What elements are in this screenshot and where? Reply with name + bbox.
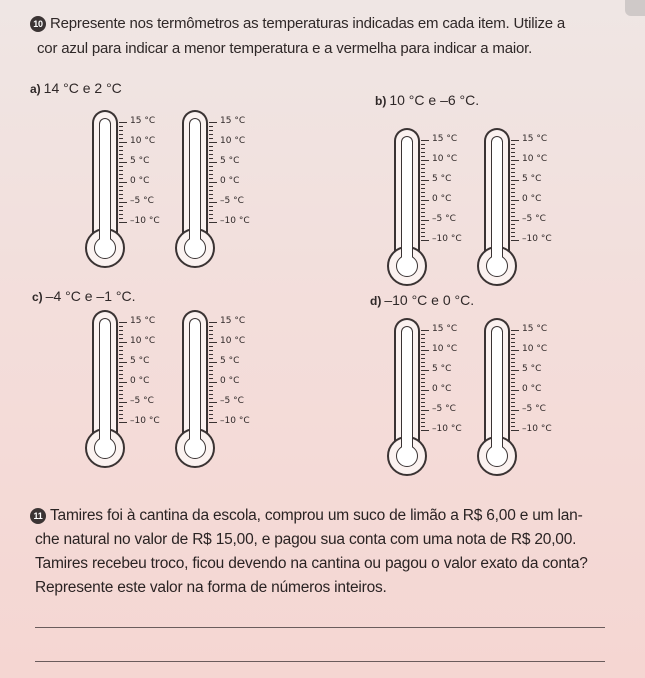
major-tick — [421, 200, 429, 201]
minor-tick — [511, 394, 515, 395]
major-tick — [421, 240, 429, 241]
minor-tick — [209, 178, 213, 179]
minor-tick — [511, 148, 515, 149]
minor-tick — [209, 194, 213, 195]
thermometer-joint — [100, 432, 110, 442]
question-10-line-1: 10 Represente nos termômetros as temperaturas indicadas em cada item. Utilize a — [30, 15, 565, 32]
major-tick — [511, 140, 519, 141]
minor-tick — [209, 346, 213, 347]
major-tick — [511, 180, 519, 181]
answer-line-2[interactable] — [35, 661, 605, 662]
major-tick — [119, 202, 127, 203]
minor-tick — [421, 398, 425, 399]
minor-tick — [511, 212, 515, 213]
question-11-line-3: Tamires recebeu troco, ficou devendo na cantina ou pagou o valor exato da conta? — [35, 555, 588, 572]
major-tick — [209, 202, 217, 203]
scale-label: –5 °C — [522, 404, 546, 414]
minor-tick — [209, 146, 213, 147]
scale-label: 10 °C — [432, 344, 458, 354]
minor-tick — [421, 362, 425, 363]
scale-label: –10 °C — [220, 216, 250, 226]
minor-tick — [421, 156, 425, 157]
scale-label: 5 °C — [522, 174, 542, 184]
major-tick — [209, 342, 217, 343]
scale-label: 10 °C — [130, 336, 156, 346]
minor-tick — [511, 358, 515, 359]
thermometer-joint — [492, 250, 502, 260]
major-tick — [209, 382, 217, 383]
minor-tick — [421, 188, 425, 189]
minor-tick — [511, 152, 515, 153]
scale-label: 15 °C — [432, 324, 458, 334]
major-tick — [119, 362, 127, 363]
thermometer-capillary — [99, 118, 111, 243]
major-tick — [421, 140, 429, 141]
scale-label: 10 °C — [220, 136, 246, 146]
minor-tick — [209, 418, 213, 419]
minor-tick — [421, 354, 425, 355]
major-tick — [209, 182, 217, 183]
item-c-label: c) –4 °C e –1 °C. — [32, 288, 136, 304]
scale-label: 10 °C — [522, 344, 548, 354]
thermometer-capillary — [189, 318, 201, 443]
minor-tick — [511, 204, 515, 205]
minor-tick — [209, 138, 213, 139]
thermometer-capillary — [401, 136, 413, 261]
minor-tick — [511, 224, 515, 225]
question-10-number: 10 — [30, 16, 46, 32]
minor-tick — [119, 390, 123, 391]
question-11-number: 11 — [30, 508, 46, 524]
minor-tick — [119, 206, 123, 207]
thermometer-right[interactable] — [175, 310, 250, 475]
item-d-label: d) –10 °C e 0 °C. — [370, 292, 475, 308]
minor-tick — [511, 342, 515, 343]
minor-tick — [119, 358, 123, 359]
minor-tick — [421, 192, 425, 193]
major-tick — [209, 402, 217, 403]
minor-tick — [119, 166, 123, 167]
thermometer-joint — [100, 232, 110, 242]
major-tick — [511, 430, 519, 431]
major-tick — [119, 382, 127, 383]
minor-tick — [511, 236, 515, 237]
minor-tick — [119, 354, 123, 355]
minor-tick — [209, 366, 213, 367]
minor-tick — [119, 418, 123, 419]
minor-tick — [511, 422, 515, 423]
scale-label: 10 °C — [130, 136, 156, 146]
thermometer-left[interactable] — [387, 128, 462, 293]
minor-tick — [421, 422, 425, 423]
minor-tick — [119, 386, 123, 387]
minor-tick — [421, 148, 425, 149]
minor-tick — [209, 374, 213, 375]
minor-tick — [209, 370, 213, 371]
minor-tick — [511, 196, 515, 197]
minor-tick — [209, 134, 213, 135]
minor-tick — [511, 382, 515, 383]
minor-tick — [209, 130, 213, 131]
minor-tick — [511, 176, 515, 177]
scale-label: 0 °C — [432, 194, 452, 204]
minor-tick — [209, 386, 213, 387]
minor-tick — [209, 206, 213, 207]
scale-label: 15 °C — [130, 116, 156, 126]
minor-tick — [421, 386, 425, 387]
minor-tick — [119, 154, 123, 155]
minor-tick — [421, 346, 425, 347]
minor-tick — [511, 366, 515, 367]
minor-tick — [421, 418, 425, 419]
item-b-label: b) 10 °C e –6 °C. — [375, 92, 480, 108]
thermometer-joint — [492, 440, 502, 450]
minor-tick — [421, 342, 425, 343]
minor-tick — [421, 236, 425, 237]
minor-tick — [511, 156, 515, 157]
minor-tick — [119, 210, 123, 211]
minor-tick — [119, 178, 123, 179]
minor-tick — [119, 134, 123, 135]
minor-tick — [119, 370, 123, 371]
minor-tick — [421, 374, 425, 375]
thermometer-right[interactable] — [477, 128, 552, 293]
major-tick — [119, 422, 127, 423]
minor-tick — [119, 334, 123, 335]
minor-tick — [421, 232, 425, 233]
thermometer-joint — [402, 250, 412, 260]
major-tick — [119, 122, 127, 123]
major-tick — [511, 370, 519, 371]
minor-tick — [209, 390, 213, 391]
minor-tick — [119, 186, 123, 187]
minor-tick — [119, 398, 123, 399]
item-a-label: a) 14 °C e 2 °C — [30, 80, 122, 96]
scale-label: –10 °C — [522, 424, 552, 434]
minor-tick — [421, 426, 425, 427]
major-tick — [511, 410, 519, 411]
major-tick — [421, 370, 429, 371]
minor-tick — [421, 358, 425, 359]
scale-label: –5 °C — [432, 404, 456, 414]
minor-tick — [511, 232, 515, 233]
minor-tick — [119, 126, 123, 127]
minor-tick — [119, 374, 123, 375]
major-tick — [511, 200, 519, 201]
major-tick — [421, 330, 429, 331]
thermometer-capillary — [401, 326, 413, 451]
minor-tick — [119, 150, 123, 151]
thermometer-right[interactable] — [477, 318, 552, 483]
minor-tick — [421, 394, 425, 395]
minor-tick — [421, 208, 425, 209]
minor-tick — [421, 176, 425, 177]
major-tick — [511, 220, 519, 221]
scale-label: 10 °C — [522, 154, 548, 164]
minor-tick — [209, 170, 213, 171]
question-10-line-2: cor azul para indicar a menor temperatura e a vermelha para indicar a maior. — [37, 40, 533, 57]
minor-tick — [209, 166, 213, 167]
major-tick — [209, 142, 217, 143]
minor-tick — [119, 170, 123, 171]
major-tick — [511, 390, 519, 391]
minor-tick — [421, 168, 425, 169]
scale-label: 5 °C — [220, 356, 240, 366]
scale-label: –10 °C — [130, 216, 160, 226]
scale-label: 0 °C — [432, 384, 452, 394]
scale-label: 0 °C — [522, 194, 542, 204]
minor-tick — [421, 406, 425, 407]
minor-tick — [511, 418, 515, 419]
minor-tick — [511, 208, 515, 209]
major-tick — [511, 240, 519, 241]
major-tick — [119, 342, 127, 343]
scale-label: –5 °C — [130, 196, 154, 206]
minor-tick — [119, 410, 123, 411]
scale-label: 15 °C — [220, 116, 246, 126]
minor-tick — [119, 366, 123, 367]
scale-label: 5 °C — [432, 174, 452, 184]
minor-tick — [119, 194, 123, 195]
minor-tick — [511, 144, 515, 145]
major-tick — [421, 350, 429, 351]
minor-tick — [421, 144, 425, 145]
major-tick — [209, 322, 217, 323]
minor-tick — [209, 410, 213, 411]
minor-tick — [209, 378, 213, 379]
major-tick — [421, 430, 429, 431]
minor-tick — [421, 164, 425, 165]
minor-tick — [511, 184, 515, 185]
minor-tick — [421, 334, 425, 335]
thermometer-capillary — [491, 326, 503, 451]
minor-tick — [511, 164, 515, 165]
minor-tick — [119, 218, 123, 219]
scale-label: 10 °C — [432, 154, 458, 164]
minor-tick — [511, 406, 515, 407]
minor-tick — [119, 130, 123, 131]
minor-tick — [119, 146, 123, 147]
minor-tick — [421, 224, 425, 225]
minor-tick — [209, 210, 213, 211]
minor-tick — [209, 198, 213, 199]
scale-label: –5 °C — [130, 396, 154, 406]
scale-label: 0 °C — [130, 176, 150, 186]
major-tick — [119, 142, 127, 143]
minor-tick — [511, 354, 515, 355]
minor-tick — [209, 186, 213, 187]
minor-tick — [209, 398, 213, 399]
major-tick — [421, 180, 429, 181]
scale-label: –5 °C — [220, 196, 244, 206]
minor-tick — [209, 190, 213, 191]
minor-tick — [511, 338, 515, 339]
scale-label: 5 °C — [522, 364, 542, 374]
major-tick — [119, 322, 127, 323]
minor-tick — [209, 358, 213, 359]
minor-tick — [119, 214, 123, 215]
minor-tick — [119, 346, 123, 347]
scale-label: –10 °C — [522, 234, 552, 244]
major-tick — [119, 162, 127, 163]
scale-label: 5 °C — [432, 364, 452, 374]
minor-tick — [209, 158, 213, 159]
scale-label: 10 °C — [220, 336, 246, 346]
minor-tick — [421, 402, 425, 403]
minor-tick — [511, 414, 515, 415]
scale-label: –10 °C — [130, 416, 160, 426]
minor-tick — [119, 406, 123, 407]
thermometer-right[interactable] — [175, 110, 250, 275]
scale-label: 15 °C — [220, 316, 246, 326]
minor-tick — [511, 228, 515, 229]
minor-tick — [511, 362, 515, 363]
scale-label: –5 °C — [220, 396, 244, 406]
major-tick — [511, 330, 519, 331]
minor-tick — [209, 126, 213, 127]
minor-tick — [209, 174, 213, 175]
minor-tick — [119, 350, 123, 351]
minor-tick — [119, 326, 123, 327]
scale-label: 0 °C — [220, 176, 240, 186]
major-tick — [119, 182, 127, 183]
scale-label: –10 °C — [432, 424, 462, 434]
minor-tick — [511, 172, 515, 173]
minor-tick — [209, 338, 213, 339]
scale-label: 5 °C — [130, 356, 150, 366]
thermometer-left[interactable] — [85, 310, 160, 475]
page-corner — [625, 0, 645, 16]
scale-label: 0 °C — [220, 376, 240, 386]
minor-tick — [209, 334, 213, 335]
minor-tick — [119, 414, 123, 415]
minor-tick — [209, 350, 213, 351]
scale-label: 15 °C — [130, 316, 156, 326]
minor-tick — [209, 150, 213, 151]
minor-tick — [511, 188, 515, 189]
minor-tick — [209, 406, 213, 407]
minor-tick — [511, 402, 515, 403]
scale-label: 0 °C — [522, 384, 542, 394]
thermometer-capillary — [491, 136, 503, 261]
minor-tick — [421, 382, 425, 383]
major-tick — [209, 162, 217, 163]
question-11-line-1: 11 Tamires foi à cantina da escola, comprou um suco de limão a R$ 6,00 e um lan- — [30, 507, 583, 525]
minor-tick — [421, 184, 425, 185]
minor-tick — [119, 394, 123, 395]
thermometer-capillary — [189, 118, 201, 243]
scale-label: 5 °C — [220, 156, 240, 166]
major-tick — [421, 390, 429, 391]
minor-tick — [119, 330, 123, 331]
thermometer-joint — [402, 440, 412, 450]
minor-tick — [119, 190, 123, 191]
major-tick — [119, 402, 127, 403]
minor-tick — [511, 346, 515, 347]
minor-tick — [421, 196, 425, 197]
minor-tick — [421, 414, 425, 415]
thermometer-joint — [190, 432, 200, 442]
minor-tick — [511, 216, 515, 217]
minor-tick — [119, 378, 123, 379]
thermometer-left[interactable] — [85, 110, 160, 275]
major-tick — [209, 222, 217, 223]
scale-label: –10 °C — [220, 416, 250, 426]
minor-tick — [421, 228, 425, 229]
minor-tick — [209, 330, 213, 331]
scale-label: 15 °C — [522, 134, 548, 144]
minor-tick — [421, 204, 425, 205]
scale-label: 15 °C — [432, 134, 458, 144]
minor-tick — [209, 214, 213, 215]
minor-tick — [511, 378, 515, 379]
minor-tick — [209, 154, 213, 155]
thermometer-capillary — [99, 318, 111, 443]
question-11-line-4: Represente este valor na forma de números inteiros. — [35, 579, 387, 596]
minor-tick — [421, 338, 425, 339]
minor-tick — [511, 374, 515, 375]
major-tick — [511, 160, 519, 161]
major-tick — [209, 422, 217, 423]
minor-tick — [421, 216, 425, 217]
scale-label: 0 °C — [130, 376, 150, 386]
scale-label: –10 °C — [432, 234, 462, 244]
scale-label: –5 °C — [522, 214, 546, 224]
minor-tick — [421, 212, 425, 213]
minor-tick — [511, 192, 515, 193]
scale-label: –5 °C — [432, 214, 456, 224]
minor-tick — [421, 378, 425, 379]
major-tick — [511, 350, 519, 351]
minor-tick — [421, 366, 425, 367]
minor-tick — [209, 354, 213, 355]
minor-tick — [421, 152, 425, 153]
minor-tick — [511, 334, 515, 335]
minor-tick — [119, 158, 123, 159]
scale-label: 5 °C — [130, 156, 150, 166]
thermometer-left[interactable] — [387, 318, 462, 483]
major-tick — [119, 222, 127, 223]
major-tick — [421, 160, 429, 161]
minor-tick — [209, 218, 213, 219]
minor-tick — [119, 198, 123, 199]
major-tick — [209, 362, 217, 363]
major-tick — [421, 410, 429, 411]
scale-label: 15 °C — [522, 324, 548, 334]
minor-tick — [511, 398, 515, 399]
minor-tick — [511, 426, 515, 427]
minor-tick — [511, 386, 515, 387]
question-11-line-2: che natural no valor de R$ 15,00, e pagou sua conta com uma nota de R$ 20,00. — [35, 531, 577, 548]
minor-tick — [421, 172, 425, 173]
thermometer-joint — [190, 232, 200, 242]
minor-tick — [119, 174, 123, 175]
answer-line-1[interactable] — [35, 627, 605, 628]
minor-tick — [209, 326, 213, 327]
major-tick — [421, 220, 429, 221]
minor-tick — [209, 394, 213, 395]
major-tick — [209, 122, 217, 123]
minor-tick — [209, 414, 213, 415]
minor-tick — [119, 138, 123, 139]
minor-tick — [511, 168, 515, 169]
minor-tick — [119, 338, 123, 339]
